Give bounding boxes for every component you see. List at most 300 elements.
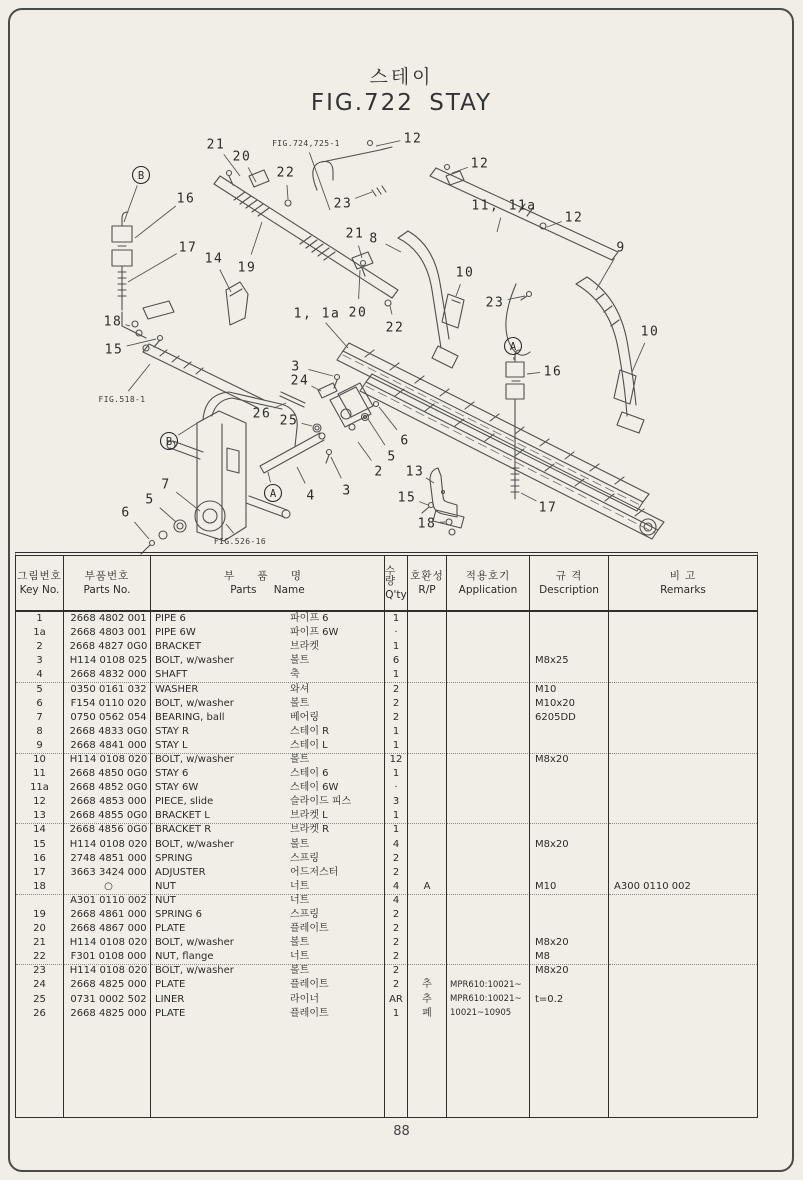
filler-cell [385,1021,408,1117]
cell-pno: 2668 4825 000 [64,978,151,992]
part-name-korean: 스프링 [290,852,319,864]
leader-line [358,442,371,460]
cell-name [151,739,385,754]
cell-rem [609,654,757,668]
cell-key: 23 [16,964,64,978]
cell-rp: 추 [408,978,447,992]
cell-pno: 2668 4827 0G0 [64,640,151,654]
leader-line [376,141,400,146]
cell-rem [609,795,757,809]
cell-desc [530,866,609,880]
table-row [16,668,757,682]
filler-cell [408,1021,447,1117]
part-name-english: SHAFT [155,669,188,681]
cell-rem [609,668,757,683]
filler-cell [530,1021,609,1117]
figure-reference-label: FIG.526-16 [213,537,267,546]
leader-line [134,522,149,539]
cell-rp: A [408,880,447,895]
cell-app [447,795,530,809]
cell-key: 11 [16,767,64,781]
cell-rem [609,640,757,654]
callout-label: 4 [306,488,316,504]
cell-name [151,823,385,837]
cell-rem [609,908,757,922]
table-row [16,1007,757,1021]
cell-rem [609,838,757,852]
callout-label: 13 [405,464,425,480]
filler-cell [447,1021,530,1117]
cell-rem [609,823,757,837]
callout-label: 10 [455,265,475,281]
cell-app [447,809,530,824]
cell-app [447,838,530,852]
cell-pno: 2668 4855 0G0 [64,809,151,824]
figure-reference-label: FIG.724,725-1 [272,139,340,148]
part-name-korean: 플레이트 [290,1007,329,1019]
leader-line [297,467,305,483]
cell-qty: 4 [385,880,408,895]
cell-desc: M10 [530,682,609,696]
part-name-english: WASHER [155,683,199,695]
leader-line [419,502,428,505]
cell-desc: M8x20 [530,936,609,950]
table-row [16,767,757,781]
leader-line [379,407,397,430]
part-name-english: NUT [155,880,176,892]
table-row [16,978,757,992]
leader-line [331,457,341,478]
cell-qty: 2 [385,852,408,866]
cell-rem [609,978,757,992]
cell-desc [530,626,609,640]
cell-qty: 1 [385,739,408,754]
cell-key: 14 [16,823,64,837]
cell-rp [408,626,447,640]
cell-qty: · [385,626,408,640]
column-header-korean: 그림번호 [17,570,62,582]
parts-table-body [16,612,757,1021]
cell-pno: 2668 4852 0G0 [64,781,151,795]
cell-app [447,964,530,978]
cell-name [151,1007,385,1021]
cell-desc: M8x20 [530,964,609,978]
part-name-english: STAY L [155,739,188,751]
part-name-korean: 볼트 [290,753,310,765]
cell-name [151,894,385,908]
cell-qty: 1 [385,809,408,824]
part-name-english: PIECE, slide [155,796,214,808]
part-name-english: BOLT, w/washer [155,697,234,709]
part-name-korean: 스테이 R [290,725,330,737]
cell-rp [408,612,447,626]
cell-desc [530,739,609,754]
cell-qty: 6 [385,654,408,668]
column-header-korean: 적용호기 [465,570,511,582]
cell-desc [530,781,609,795]
cell-rem [609,711,757,725]
cell-desc [530,767,609,781]
cell-name [151,767,385,781]
part-name-english: BRACKET L [155,810,210,822]
cell-rem [609,767,757,781]
column-header-korean: 부 품 명 [223,570,312,582]
page-number: 88 [393,1124,410,1139]
part-name-english: PLATE [155,979,186,991]
part-name-english: STAY 6 [155,768,189,780]
cell-rem [609,753,757,767]
callout-label: 5 [145,492,155,508]
callout-label: 21 [345,226,365,242]
table-row [16,612,757,626]
cell-key: 10 [16,753,64,767]
table-row [16,725,757,739]
cell-key: 1a [16,626,64,640]
cell-pno: 2668 4856 0G0 [64,823,151,837]
column-header-korean: 수량 [385,564,397,588]
cell-qty: 2 [385,697,408,711]
column-header [64,556,151,610]
cell-rp [408,795,447,809]
cell-qty: 2 [385,922,408,936]
cell-desc: M8 [530,950,609,965]
cell-name [151,668,385,683]
callout-label: 17 [538,500,558,516]
leader-line [176,492,200,511]
part-name-english: LINER [155,993,185,1005]
cell-pno: 2668 4832 000 [64,668,151,683]
column-header-english: Parts Name [230,583,305,596]
table-row [16,739,757,753]
part-name-korean: 브라켓 R [290,824,330,836]
cell-app [447,823,530,837]
cell-desc [530,795,609,809]
filler-cell [151,1021,385,1117]
table-row [16,697,757,711]
leader-line [312,386,321,391]
callout-label: 1, 1a [293,306,341,322]
table-row [16,908,757,922]
callout-label: 10 [640,324,660,340]
cell-name [151,682,385,696]
cell-pno: H114 0108 020 [64,936,151,950]
table-row [16,964,757,978]
cell-key: 26 [16,1007,64,1021]
cell-key: 7 [16,711,64,725]
part-name-korean: 스테이 6 [290,768,329,780]
cell-rem [609,852,757,866]
callout-label: 15 [104,342,124,358]
leader-line [128,364,150,391]
cell-name [151,612,385,626]
leader-line [632,343,645,372]
cell-key: 16 [16,852,64,866]
callout-label: 22 [276,165,296,181]
cell-pno: 2668 4841 000 [64,739,151,754]
column-header-korean: 호환성 [410,570,444,582]
leader-line [160,508,176,522]
callout-label: 23 [333,196,353,212]
part-name-english: PIPE 6W [155,627,196,639]
part-name-korean: 와셔 [290,683,310,695]
leader-line [302,423,312,426]
table-row [16,922,757,936]
cell-pno: 2668 4850 0G0 [64,767,151,781]
part-name-korean: 볼트 [290,965,310,977]
cell-key: 15 [16,838,64,852]
cell-desc: M8x20 [530,838,609,852]
cell-pno: H114 0108 020 [64,964,151,978]
cell-qty: 12 [385,753,408,767]
part-name-english: PLATE [155,1007,186,1019]
cell-key: 3 [16,654,64,668]
cell-pno: 0750 0562 054 [64,711,151,725]
cell-key: 18 [16,880,64,895]
cell-app: 10021~10905 [447,1007,530,1021]
part-name-korean: 볼트 [290,838,310,850]
filler-cell [16,1021,64,1117]
cell-app: MPR610:10021~ [447,978,530,992]
cell-rp [408,767,447,781]
cell-desc [530,668,609,683]
parts-table [15,552,758,1118]
cell-rp [408,725,447,739]
cell-pno: 2668 4867 000 [64,922,151,936]
cell-app [447,894,530,908]
leader-line [368,419,385,445]
view-letter: B [137,169,145,182]
cell-key: 13 [16,809,64,824]
cell-desc [530,978,609,992]
leader-line [251,222,262,255]
callout-label: 2 [374,464,384,480]
cell-name [151,880,385,895]
cell-key: 5 [16,682,64,696]
cell-rp [408,964,447,978]
figure-reference-label: FIG.518-1 [98,395,146,404]
column-header [385,556,408,610]
part-name-korean: 스프링 [290,909,319,921]
leader-line [326,323,348,348]
column-header [530,556,609,610]
cell-pno: 2668 4833 0G0 [64,725,151,739]
callout-label: 12 [470,156,490,172]
cell-app [447,767,530,781]
cell-pno: H114 0108 020 [64,753,151,767]
part-name-korean: 파이프 6W [290,627,339,639]
column-header-english: Remarks [660,583,706,596]
cell-name [151,838,385,852]
cell-rp [408,640,447,654]
leader-line [452,167,468,173]
callout-label: 7 [161,477,171,493]
callout-label: 12 [403,131,423,147]
column-header-english: R/P [418,583,436,596]
cell-qty: 2 [385,978,408,992]
part-name-korean: 축 [290,669,300,681]
part-name-english: BRACKET R [155,824,212,836]
cell-qty: 2 [385,950,408,965]
cell-name [151,626,385,640]
page-title-korean: 스테이 [369,66,434,88]
callout-label: 11, 11a [471,198,537,214]
cell-rem [609,964,757,978]
part-name-korean: 볼트 [290,655,310,667]
cell-desc [530,908,609,922]
column-header-english: Application [458,583,518,596]
callout-label: 14 [204,251,224,267]
callout-label: 23 [485,295,505,311]
cell-name [151,922,385,936]
cell-rp [408,936,447,950]
cell-desc [530,823,609,837]
cell-qty: 4 [385,894,408,908]
cell-name [151,866,385,880]
cell-name [151,795,385,809]
column-header [408,556,447,610]
cell-name [151,654,385,668]
cell-desc [530,809,609,824]
table-row [16,823,757,837]
cell-app [447,781,530,795]
cell-key [16,894,64,908]
cell-app [447,950,530,965]
cell-rem [609,936,757,950]
view-letter: A [269,487,277,500]
exploded-parts-diagram [0,0,803,560]
column-header-english: Q'ty [385,588,407,601]
cell-rp [408,922,447,936]
cell-pno: H114 0108 020 [64,838,151,852]
cell-qty: 1 [385,725,408,739]
cell-pno: 2668 4802 001 [64,612,151,626]
cell-rp [408,852,447,866]
part-name-english: STAY R [155,725,189,737]
part-name-english: PIPE 6 [155,613,186,625]
callout-label: 9 [616,240,626,256]
callout-label: 3 [291,359,301,375]
view-letter: A [509,340,517,353]
callout-label: 26 [252,406,272,422]
column-header [16,556,64,610]
cell-rp [408,682,447,696]
cell-pno: H114 0108 025 [64,654,151,668]
part-name-korean: 브라켓 L [290,810,328,822]
cell-qty: 2 [385,711,408,725]
cell-app [447,866,530,880]
cell-desc [530,894,609,908]
column-header-korean: 비 고 [669,570,697,582]
callout-label: 18 [103,314,123,330]
cell-pno: 2668 4861 000 [64,908,151,922]
cell-pno: 3663 3424 000 [64,866,151,880]
leader-line [268,472,270,482]
cell-name [151,852,385,866]
cell-rem [609,781,757,795]
part-name-korean: 슬라이드 피스 [290,796,352,808]
column-header-korean: 부품번호 [84,570,130,582]
part-name-english: ADJUSTER [155,866,206,878]
callout-label: 3 [342,483,352,499]
cell-app [447,908,530,922]
cell-key: 11a [16,781,64,795]
leader-line [359,246,362,258]
cell-rem [609,922,757,936]
part-name-english: BOLT, w/washer [155,937,234,949]
cell-app [447,697,530,711]
leader-line [125,325,130,326]
cell-rp [408,908,447,922]
cell-key: 24 [16,978,64,992]
filler-cell [64,1021,151,1117]
parts-table-filler [16,1021,757,1117]
part-name-english: PLATE [155,923,186,935]
part-name-korean: 어드저스터 [290,866,339,878]
cell-desc: M8x25 [530,654,609,668]
table-row [16,753,757,767]
part-name-korean: 플레이트 [290,979,329,991]
cell-rp: 추 [408,993,447,1007]
cell-app [447,753,530,767]
parts-table-header [16,556,757,612]
column-header [447,556,530,610]
table-row [16,936,757,950]
cell-app [447,880,530,895]
cell-key: 22 [16,950,64,965]
part-name-korean: 볼트 [290,937,310,949]
cell-desc: M8x20 [530,753,609,767]
cell-pno: 2668 4825 000 [64,1007,151,1021]
cell-qty: 2 [385,964,408,978]
table-row [16,809,757,823]
callout-label: 22 [385,320,405,336]
table-row [16,866,757,880]
part-name-english: BOLT, w/washer [155,655,234,667]
cell-rp [408,894,447,908]
callout-label: 18 [417,516,437,532]
page-title-figure: FIG.722 STAY [310,90,493,116]
cell-rp [408,739,447,754]
cell-qty: 1 [385,612,408,626]
leader-line [456,284,460,296]
cell-qty: 1 [385,640,408,654]
cell-desc [530,612,609,626]
cell-name [151,936,385,950]
table-row [16,838,757,852]
cell-rp [408,781,447,795]
callout-label: 19 [237,260,257,276]
cell-name [151,964,385,978]
table-row [16,795,757,809]
leader-line [390,306,392,314]
cell-app [447,852,530,866]
leader-line [527,372,540,374]
part-name-korean: 너트 [290,880,310,892]
cell-pno: 2668 4853 000 [64,795,151,809]
cell-qty: AR [385,993,408,1007]
table-row [16,626,757,640]
filler-cell [609,1021,757,1117]
callout-label: 15 [397,490,417,506]
column-header-english: Key No. [19,583,60,596]
leader-line [359,270,360,299]
leader-line [355,192,372,198]
leader-line [596,258,614,290]
callout-label: 6 [400,433,410,449]
cell-name [151,781,385,795]
cell-rp [408,866,447,880]
part-name-english: SPRING [155,852,193,864]
